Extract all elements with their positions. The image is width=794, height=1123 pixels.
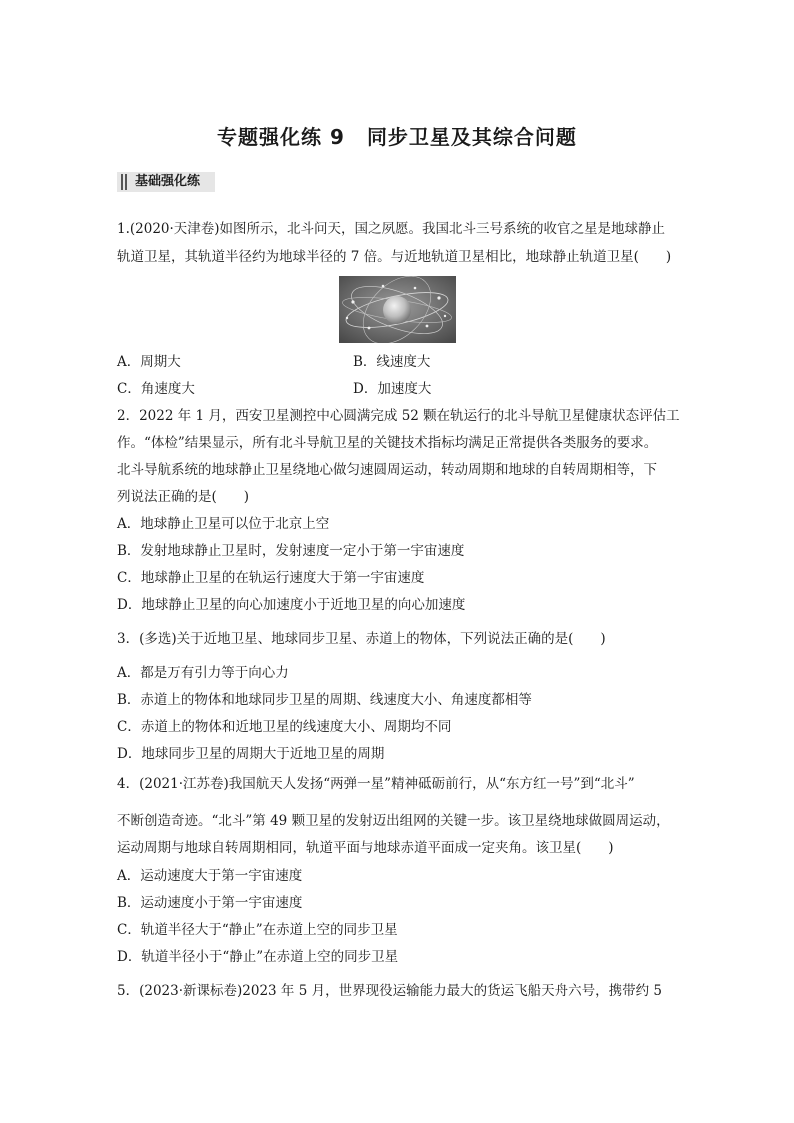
satellite-orbit-image — [339, 276, 456, 343]
q2-line-1: 2．2022 年 1 月，西安卫星测控中心圆满完成 52 颗在轨运行的北斗导航卫星健康状态评估工 — [117, 408, 680, 424]
q3-option-b: B．赤道上的物体和地球同步卫星的周期、线速度大小、角速度都相等 — [117, 692, 532, 708]
q2-option-c: C．地球静止卫星的在轨运行速度大于第一宇宙速度 — [117, 570, 425, 586]
q3-line-1: 3．(多选)关于近地卫星、地球同步卫星、赤道上的物体，下列说法正确的是( ) — [117, 631, 606, 647]
q4-line-2: 不断创造奇迹。“北斗”第 49 颗卫星的发射迈出组网的关键一步。该卫星绕地球做圆周运动， — [117, 813, 670, 829]
q1-option-d: D．加速度大 — [353, 381, 432, 397]
q1-line-1: 1.(2020·天津卷)如图所示，北斗问天，国之夙愿。我国北斗三号系统的收官之星是地球静止 — [117, 221, 666, 237]
q2-option-a: A．地球静止卫星可以位于北京上空 — [117, 516, 330, 532]
q3-option-d: D．地球同步卫星的周期大于近地卫星的周期 — [117, 746, 385, 762]
q2-line-3: 北斗导航系统的地球静止卫星绕地心做匀速圆周运动，转动周期和地球的自转周期相等，下 — [117, 462, 657, 478]
q3-option-c: C．赤道上的物体和近地卫星的线速度大小、周期均不同 — [117, 719, 452, 735]
tag-bar-2 — [125, 174, 127, 190]
q3-option-a: A．都是万有引力等于向心力 — [117, 665, 289, 681]
q4-option-d: D．轨道半径小于“静止”在赤道上空的同步卫星 — [117, 949, 399, 965]
q1-options-row-2 — [117, 380, 677, 398]
tag-bar-1 — [121, 174, 123, 190]
q4-option-b: B．运动速度小于第一宇宙速度 — [117, 895, 303, 911]
q2-option-d: D．地球静止卫星的向心加速度小于近地卫星的向心加速度 — [117, 597, 466, 613]
q4-option-c: C．轨道半径大于“静止”在赤道上空的同步卫星 — [117, 922, 398, 938]
q2-line-2: 作。“体检”结果显示，所有北斗导航卫星的关键技术指标均满足正常提供各类服务的要求。 — [117, 435, 658, 451]
q4-line-1: 4．(2021·江苏卷)我国航天人发扬“两弹一星”精神砥砺前行，从“东方红一号”到“北斗” — [117, 776, 635, 792]
section-tag — [117, 172, 215, 192]
title-main: 同步卫星及其综合问题 — [366, 125, 577, 149]
q1-option-c: C．角速度大 — [117, 381, 195, 397]
q1-line-2: 轨道卫星，其轨道半径约为地球半径的 7 倍。与近地轨道卫星相比，地球静止轨道卫星( ) — [117, 249, 672, 265]
q1-option-b: B．线速度大 — [353, 354, 431, 370]
page-title — [0, 121, 794, 150]
title-prefix: 专题强化练 9 — [217, 125, 345, 149]
q2-line-4: 列说法正确的是( ) — [117, 489, 250, 505]
earth-orbit-illustration — [339, 276, 456, 343]
q4-line-3: 运动周期与地球自转周期相同，轨道平面与地球赤道平面成一定夹角。该卫星( ) — [117, 840, 614, 856]
section-label: 基础强化练 — [135, 174, 201, 189]
q4-option-a: A．运动速度大于第一宇宙速度 — [117, 868, 303, 884]
q1-option-a: A．周期大 — [117, 354, 181, 370]
q5-line-1: 5．(2023·新课标卷)2023 年 5 月，世界现役运输能力最大的货运飞船天舟六号，携带约 5 — [117, 983, 662, 999]
q1-options-row-1 — [117, 353, 677, 371]
q2-option-b: B．发射地球静止卫星时，发射速度一定小于第一宇宙速度 — [117, 543, 465, 559]
